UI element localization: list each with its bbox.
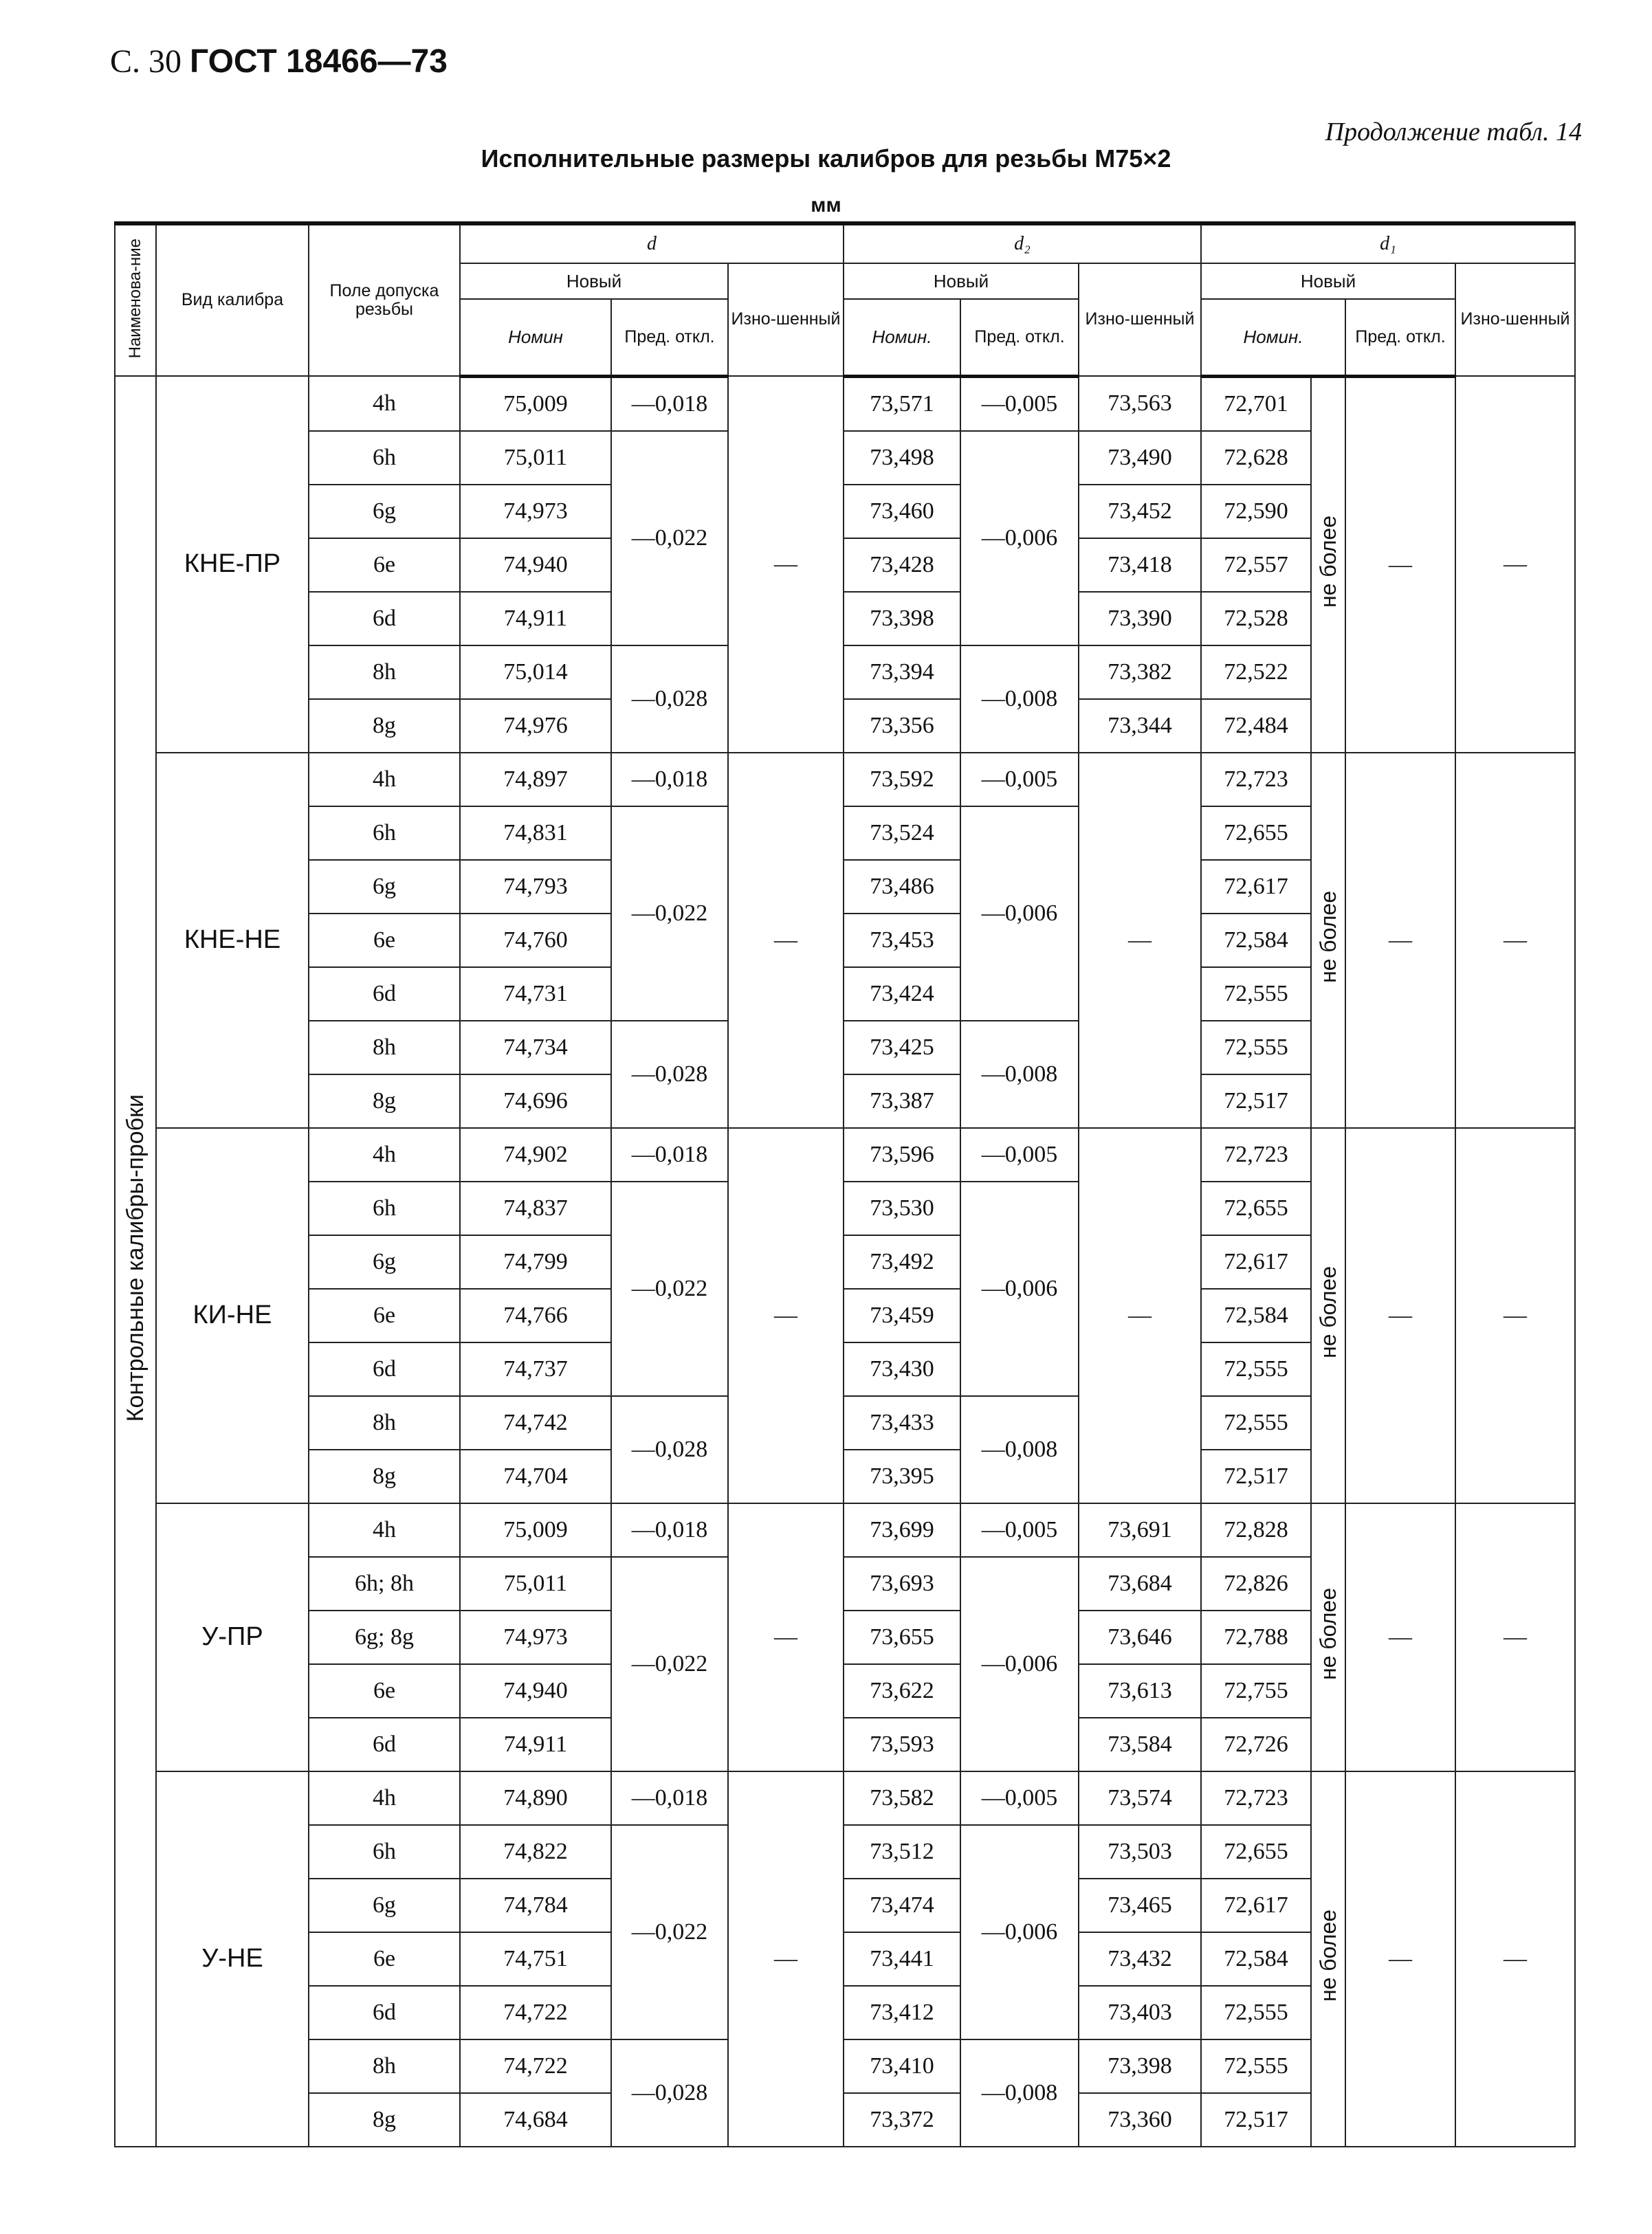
d2-worn-cell: 73,584 xyxy=(1079,1718,1201,1771)
d1-nominal-cell: 72,723 xyxy=(1201,1771,1311,1825)
d1-deviation-header: Пред. откл. xyxy=(1345,299,1455,376)
d1-limit-note xyxy=(1311,753,1345,1128)
d2-deviation-cell: —0,008 xyxy=(960,1396,1079,1503)
d-new-header: Новый xyxy=(460,263,728,299)
d1-nominal-cell: 72,517 xyxy=(1201,2093,1311,2147)
d2-nominal-cell: 73,459 xyxy=(844,1289,960,1342)
d2-worn-cell: 73,684 xyxy=(1079,1557,1201,1611)
d-worn-cell: — xyxy=(728,376,844,753)
page-number: С. 30 xyxy=(110,43,182,80)
d-deviation-cell: —0,018 xyxy=(611,1503,728,1557)
d1-nominal-cell: 72,584 xyxy=(1201,1289,1311,1342)
d-nominal-cell: 74,799 xyxy=(460,1235,611,1289)
d-deviation-cell: —0,022 xyxy=(611,1825,728,2039)
standard-number: ГОСТ 18466—73 xyxy=(190,43,448,80)
d-deviation-cell: —0,022 xyxy=(611,806,728,1021)
d2-deviation-cell: —0,006 xyxy=(960,806,1079,1021)
tolerance-cell: 6e xyxy=(309,538,460,592)
d-nominal-cell: 74,760 xyxy=(460,914,611,967)
d-nominal-cell: 75,011 xyxy=(460,1557,611,1611)
gauge-kind: КНЕ-НЕ xyxy=(156,753,309,1128)
table-row xyxy=(115,1503,1575,1557)
d2-nominal-cell: 73,398 xyxy=(844,592,960,645)
d1-nominal-cell: 72,755 xyxy=(1201,1664,1311,1718)
d-nominal-cell: 74,751 xyxy=(460,1932,611,1986)
d1-worn-cell: — xyxy=(1455,1771,1575,2147)
d2-deviation-cell: —0,005 xyxy=(960,1503,1079,1557)
tolerance-cell: 6d xyxy=(309,592,460,645)
d1-nominal-cell: 72,517 xyxy=(1201,1074,1311,1128)
d1-nominal-cell: 72,555 xyxy=(1201,2039,1311,2093)
tolerance-cell: 6d xyxy=(309,967,460,1021)
d2-deviation-cell: —0,006 xyxy=(960,1182,1079,1396)
d-nominal-cell: 74,940 xyxy=(460,1664,611,1718)
d-nominal-cell: 74,890 xyxy=(460,1771,611,1825)
d1-nominal-cell: 72,555 xyxy=(1201,1021,1311,1074)
table-row xyxy=(115,1128,1575,1182)
d2-deviation-cell: —0,005 xyxy=(960,1771,1079,1825)
tolerance-cell: 6d xyxy=(309,1718,460,1771)
d-nominal-cell: 75,011 xyxy=(460,431,611,485)
d1-deviation-cell: — xyxy=(1345,376,1455,753)
d1-nominal-cell: 72,584 xyxy=(1201,1932,1311,1986)
d-nominal-cell: 74,704 xyxy=(460,1450,611,1503)
continuation-note: Продолжение табл. 14 xyxy=(1325,118,1582,146)
gauge-kind: КНЕ-ПР xyxy=(156,376,309,753)
d1-nominal-cell: 72,522 xyxy=(1201,645,1311,699)
d-nominal-cell: 74,897 xyxy=(460,753,611,806)
tolerance-cell: 4h xyxy=(309,376,460,431)
tolerance-cell: 6e xyxy=(309,1664,460,1718)
table-row xyxy=(115,753,1575,806)
d1-nominal-cell: 72,788 xyxy=(1201,1611,1311,1664)
d-nominal-cell: 74,911 xyxy=(460,1718,611,1771)
d-nominal-cell: 74,973 xyxy=(460,485,611,538)
d-nominal-cell: 74,793 xyxy=(460,860,611,914)
tolerance-cell: 6g; 8g xyxy=(309,1611,460,1664)
d1-worn-cell: — xyxy=(1455,753,1575,1128)
d2-worn-cell: 73,503 xyxy=(1079,1825,1201,1879)
d2-nominal-cell: 73,593 xyxy=(844,1718,960,1771)
d-nominal-cell: 74,766 xyxy=(460,1289,611,1342)
d-deviation-cell: —0,018 xyxy=(611,1128,728,1182)
d-deviation-header: Пред. откл. xyxy=(611,299,728,376)
d2-worn-header: Изно-шенный xyxy=(1079,263,1201,376)
tolerance-cell: 6e xyxy=(309,1289,460,1342)
table-title: Исполнительные размеры калибров для резьбы М75×2 xyxy=(481,144,1171,173)
d1-nominal-cell: 72,590 xyxy=(1201,485,1311,538)
d1-nominal-cell: 72,723 xyxy=(1201,753,1311,806)
tolerance-cell: 8h xyxy=(309,1396,460,1450)
d1-nominal-cell: 72,828 xyxy=(1201,1503,1311,1557)
d2-deviation-cell: —0,005 xyxy=(960,753,1079,806)
tolerance-cell: 8h xyxy=(309,1021,460,1074)
d2-nominal-cell: 73,425 xyxy=(844,1021,960,1074)
d2-worn-cell: — xyxy=(1079,753,1201,1128)
d2-nominal-cell: 73,486 xyxy=(844,860,960,914)
d-nominal-cell: 74,722 xyxy=(460,1986,611,2039)
d-deviation-cell: —0,022 xyxy=(611,431,728,645)
tolerance-cell: 6h xyxy=(309,806,460,860)
d1-limit-note-text: не более xyxy=(1315,1587,1341,1681)
d2-worn-cell: 73,382 xyxy=(1079,645,1201,699)
d2-worn-cell: 73,574 xyxy=(1079,1771,1201,1825)
d-deviation-cell: —0,028 xyxy=(611,2039,728,2147)
d-deviation-cell: —0,028 xyxy=(611,1396,728,1503)
d1-nominal-cell: 72,726 xyxy=(1201,1718,1311,1771)
tolerance-cell: 6g xyxy=(309,485,460,538)
d-deviation-cell: —0,018 xyxy=(611,1771,728,1825)
d2-nominal-cell: 73,582 xyxy=(844,1771,960,1825)
d1-new-header: Новый xyxy=(1201,263,1455,299)
d1-worn-cell: — xyxy=(1455,1503,1575,1771)
tolerance-cell: 6e xyxy=(309,914,460,967)
d2-nominal-cell: 73,356 xyxy=(844,699,960,753)
table-body xyxy=(115,376,1575,2147)
d2-header: d₂ xyxy=(844,223,1201,263)
d-nominal-cell: 74,731 xyxy=(460,967,611,1021)
gauge-kind: У-ПР xyxy=(156,1503,309,1771)
d1-nominal-cell: 72,617 xyxy=(1201,1879,1311,1932)
tolerance-cell: 8g xyxy=(309,1450,460,1503)
tolerance-cell: 6d xyxy=(309,1342,460,1396)
d2-nominal-cell: 73,394 xyxy=(844,645,960,699)
d1-nominal-cell: 72,617 xyxy=(1201,860,1311,914)
d1-deviation-cell: — xyxy=(1345,753,1455,1128)
d1-nominal-cell: 72,826 xyxy=(1201,1557,1311,1611)
d1-nominal-cell: 72,655 xyxy=(1201,806,1311,860)
d1-limit-note-text: не более xyxy=(1315,1909,1341,2002)
d-nominal-cell: 74,902 xyxy=(460,1128,611,1182)
d1-deviation-cell: — xyxy=(1345,1771,1455,2147)
d-nominal-cell: 74,822 xyxy=(460,1825,611,1879)
d1-nominal-cell: 72,557 xyxy=(1201,538,1311,592)
d2-nominal-cell: 73,412 xyxy=(844,1986,960,2039)
d2-worn-cell: 73,646 xyxy=(1079,1611,1201,1664)
d2-nominal-cell: 73,693 xyxy=(844,1557,960,1611)
d2-nominal-cell: 73,524 xyxy=(844,806,960,860)
d2-nominal-cell: 73,453 xyxy=(844,914,960,967)
d2-worn-cell: 73,613 xyxy=(1079,1664,1201,1718)
d2-nominal-cell: 73,596 xyxy=(844,1128,960,1182)
d2-nominal-cell: 73,428 xyxy=(844,538,960,592)
d-nominal-cell: 74,742 xyxy=(460,1396,611,1450)
d1-nominal-cell: 72,528 xyxy=(1201,592,1311,645)
table-row xyxy=(115,376,1575,431)
d1-nominal-cell: 72,655 xyxy=(1201,1182,1311,1235)
d2-worn-cell: 73,360 xyxy=(1079,2093,1201,2147)
d-nominal-cell: 74,911 xyxy=(460,592,611,645)
d2-deviation-cell: —0,008 xyxy=(960,2039,1079,2147)
d2-new-header: Новый xyxy=(844,263,1079,299)
d1-nominal-cell: 72,555 xyxy=(1201,1986,1311,2039)
d1-nominal-cell: 72,701 xyxy=(1201,376,1311,431)
d2-worn-cell: 73,490 xyxy=(1079,431,1201,485)
d2-nominal-cell: 73,395 xyxy=(844,1450,960,1503)
tolerance-cell: 6h xyxy=(309,1182,460,1235)
gauge-kind: КИ-НЕ xyxy=(156,1128,309,1503)
d1-nominal-cell: 72,617 xyxy=(1201,1235,1311,1289)
tolerance-cell: 6g xyxy=(309,1879,460,1932)
d1-nominal-cell: 72,584 xyxy=(1201,914,1311,967)
tolerance-cell: 8g xyxy=(309,1074,460,1128)
d1-limit-note-text: не более xyxy=(1315,890,1341,984)
d2-nominal-cell: 73,592 xyxy=(844,753,960,806)
d1-deviation-cell: — xyxy=(1345,1503,1455,1771)
tolerance-cell: 6h xyxy=(309,1825,460,1879)
d2-deviation-cell: —0,006 xyxy=(960,1825,1079,2039)
d1-limit-note xyxy=(1311,1128,1345,1503)
d2-nominal-cell: 73,430 xyxy=(844,1342,960,1396)
d2-deviation-cell: —0,005 xyxy=(960,376,1079,431)
d-deviation-cell: —0,028 xyxy=(611,645,728,753)
d1-nominal-header: Номин. xyxy=(1201,299,1345,376)
d2-nominal-cell: 73,424 xyxy=(844,967,960,1021)
d2-worn-cell: 73,465 xyxy=(1079,1879,1201,1932)
d-worn-cell: — xyxy=(728,753,844,1128)
d-nominal-cell: 75,009 xyxy=(460,376,611,431)
d2-worn-cell: 73,691 xyxy=(1079,1503,1201,1557)
d-nominal-cell: 74,976 xyxy=(460,699,611,753)
d-nominal-cell: 74,722 xyxy=(460,2039,611,2093)
d-nominal-cell: 74,696 xyxy=(460,1074,611,1128)
d-nominal-cell: 74,784 xyxy=(460,1879,611,1932)
d2-nominal-cell: 73,492 xyxy=(844,1235,960,1289)
d1-limit-note xyxy=(1311,1771,1345,2147)
tolerance-cell: 6d xyxy=(309,1986,460,2039)
d-worn-header: Изно-шенный xyxy=(728,263,844,376)
d1-nominal-cell: 72,655 xyxy=(1201,1825,1311,1879)
d2-nominal-cell: 73,387 xyxy=(844,1074,960,1128)
d-nominal-cell: 74,734 xyxy=(460,1021,611,1074)
tolerance-cell: 6h xyxy=(309,431,460,485)
d2-nominal-cell: 73,460 xyxy=(844,485,960,538)
d2-nominal-cell: 73,441 xyxy=(844,1932,960,1986)
d2-deviation-cell: —0,006 xyxy=(960,431,1079,645)
d-deviation-cell: —0,028 xyxy=(611,1021,728,1128)
d2-worn-cell: 73,563 xyxy=(1079,376,1201,431)
d1-worn-cell: — xyxy=(1455,1128,1575,1503)
d1-nominal-cell: 72,628 xyxy=(1201,431,1311,485)
d2-nominal-cell: 73,512 xyxy=(844,1825,960,1879)
d2-worn-cell: 73,432 xyxy=(1079,1932,1201,1986)
page-header xyxy=(110,43,448,80)
d1-nominal-cell: 72,517 xyxy=(1201,1450,1311,1503)
tolerance-cell: 4h xyxy=(309,1503,460,1557)
tolerance-cell: 4h xyxy=(309,1771,460,1825)
d2-nominal-cell: 73,498 xyxy=(844,431,960,485)
d1-nominal-cell: 72,555 xyxy=(1201,1396,1311,1450)
d-nominal-cell: 74,973 xyxy=(460,1611,611,1664)
unit-label: мм xyxy=(811,194,841,217)
d-nominal-cell: 74,831 xyxy=(460,806,611,860)
d2-nominal-cell: 73,655 xyxy=(844,1611,960,1664)
d-deviation-cell: —0,022 xyxy=(611,1182,728,1396)
d2-nominal-cell: 73,571 xyxy=(844,376,960,431)
d-nominal-cell: 74,737 xyxy=(460,1342,611,1396)
d-nominal-cell: 74,837 xyxy=(460,1182,611,1235)
d2-nominal-cell: 73,699 xyxy=(844,1503,960,1557)
d2-worn-cell: 73,390 xyxy=(1079,592,1201,645)
tolerance-cell: 8h xyxy=(309,2039,460,2093)
tolerance-cell: 4h xyxy=(309,1128,460,1182)
gauge-kind: У-НЕ xyxy=(156,1771,309,2147)
d2-worn-cell: 73,403 xyxy=(1079,1986,1201,2039)
tolerance-cell: 6g xyxy=(309,1235,460,1289)
d1-nominal-cell: 72,555 xyxy=(1201,1342,1311,1396)
d2-nominal-cell: 73,410 xyxy=(844,2039,960,2093)
d2-deviation-cell: —0,008 xyxy=(960,645,1079,753)
d1-deviation-cell: — xyxy=(1345,1128,1455,1503)
d-worn-cell: — xyxy=(728,1771,844,2147)
tolerance-header: Поле допуска резьбы xyxy=(309,223,460,376)
d2-deviation-cell: —0,006 xyxy=(960,1557,1079,1771)
d1-nominal-cell: 72,723 xyxy=(1201,1128,1311,1182)
d-header: d xyxy=(460,223,844,263)
tolerance-cell: 6h; 8h xyxy=(309,1557,460,1611)
d1-nominal-cell: 72,484 xyxy=(1201,699,1311,753)
d1-worn-cell: — xyxy=(1455,376,1575,753)
d-deviation-cell: —0,018 xyxy=(611,753,728,806)
d2-nominal-cell: 73,474 xyxy=(844,1879,960,1932)
d-nominal-cell: 74,684 xyxy=(460,2093,611,2147)
gauge-dimensions-table xyxy=(114,221,1576,2147)
d2-deviation-header: Пред. откл. xyxy=(960,299,1079,376)
d2-worn-cell: 73,452 xyxy=(1079,485,1201,538)
d-nominal-cell: 75,009 xyxy=(460,1503,611,1557)
tolerance-cell: 6g xyxy=(309,860,460,914)
d2-nominal-cell: 73,530 xyxy=(844,1182,960,1235)
d-worn-cell: — xyxy=(728,1128,844,1503)
d2-nominal-cell: 73,372 xyxy=(844,2093,960,2147)
d2-worn-cell: 73,344 xyxy=(1079,699,1201,753)
row-group-name-text: Контрольные калибры-пробки xyxy=(122,1094,148,1422)
tolerance-cell: 8g xyxy=(309,2093,460,2147)
table-row xyxy=(115,1771,1575,1825)
row-group-name xyxy=(115,376,156,2147)
d1-limit-note-text: не более xyxy=(1315,515,1341,608)
d-nominal-cell: 75,014 xyxy=(460,645,611,699)
d1-limit-note xyxy=(1311,376,1345,753)
d2-nominal-cell: 73,433 xyxy=(844,1396,960,1450)
name-header xyxy=(115,223,156,376)
d-nominal-header: Номин xyxy=(460,299,611,376)
d2-worn-cell: — xyxy=(1079,1128,1201,1503)
tolerance-cell: 8h xyxy=(309,645,460,699)
d2-deviation-cell: —0,008 xyxy=(960,1021,1079,1128)
kind-header: Вид калибра xyxy=(156,223,309,376)
d1-header: d₁ xyxy=(1201,223,1575,263)
d1-limit-note-text: не более xyxy=(1315,1265,1341,1359)
tolerance-cell: 8g xyxy=(309,699,460,753)
d1-nominal-cell: 72,555 xyxy=(1201,967,1311,1021)
d-worn-cell: — xyxy=(728,1503,844,1771)
d2-nominal-cell: 73,622 xyxy=(844,1664,960,1718)
d-nominal-cell: 74,940 xyxy=(460,538,611,592)
tolerance-cell: 6e xyxy=(309,1932,460,1986)
name-header-text: Наименова-ние xyxy=(126,239,145,359)
d2-nominal-header: Номин. xyxy=(844,299,960,376)
d1-worn-header: Изно-шенный xyxy=(1455,263,1575,376)
d-deviation-cell: —0,018 xyxy=(611,376,728,431)
d2-deviation-cell: —0,005 xyxy=(960,1128,1079,1182)
tolerance-cell: 4h xyxy=(309,753,460,806)
d2-worn-cell: 73,398 xyxy=(1079,2039,1201,2093)
d-deviation-cell: —0,022 xyxy=(611,1557,728,1771)
d2-worn-cell: 73,418 xyxy=(1079,538,1201,592)
d1-limit-note xyxy=(1311,1503,1345,1771)
